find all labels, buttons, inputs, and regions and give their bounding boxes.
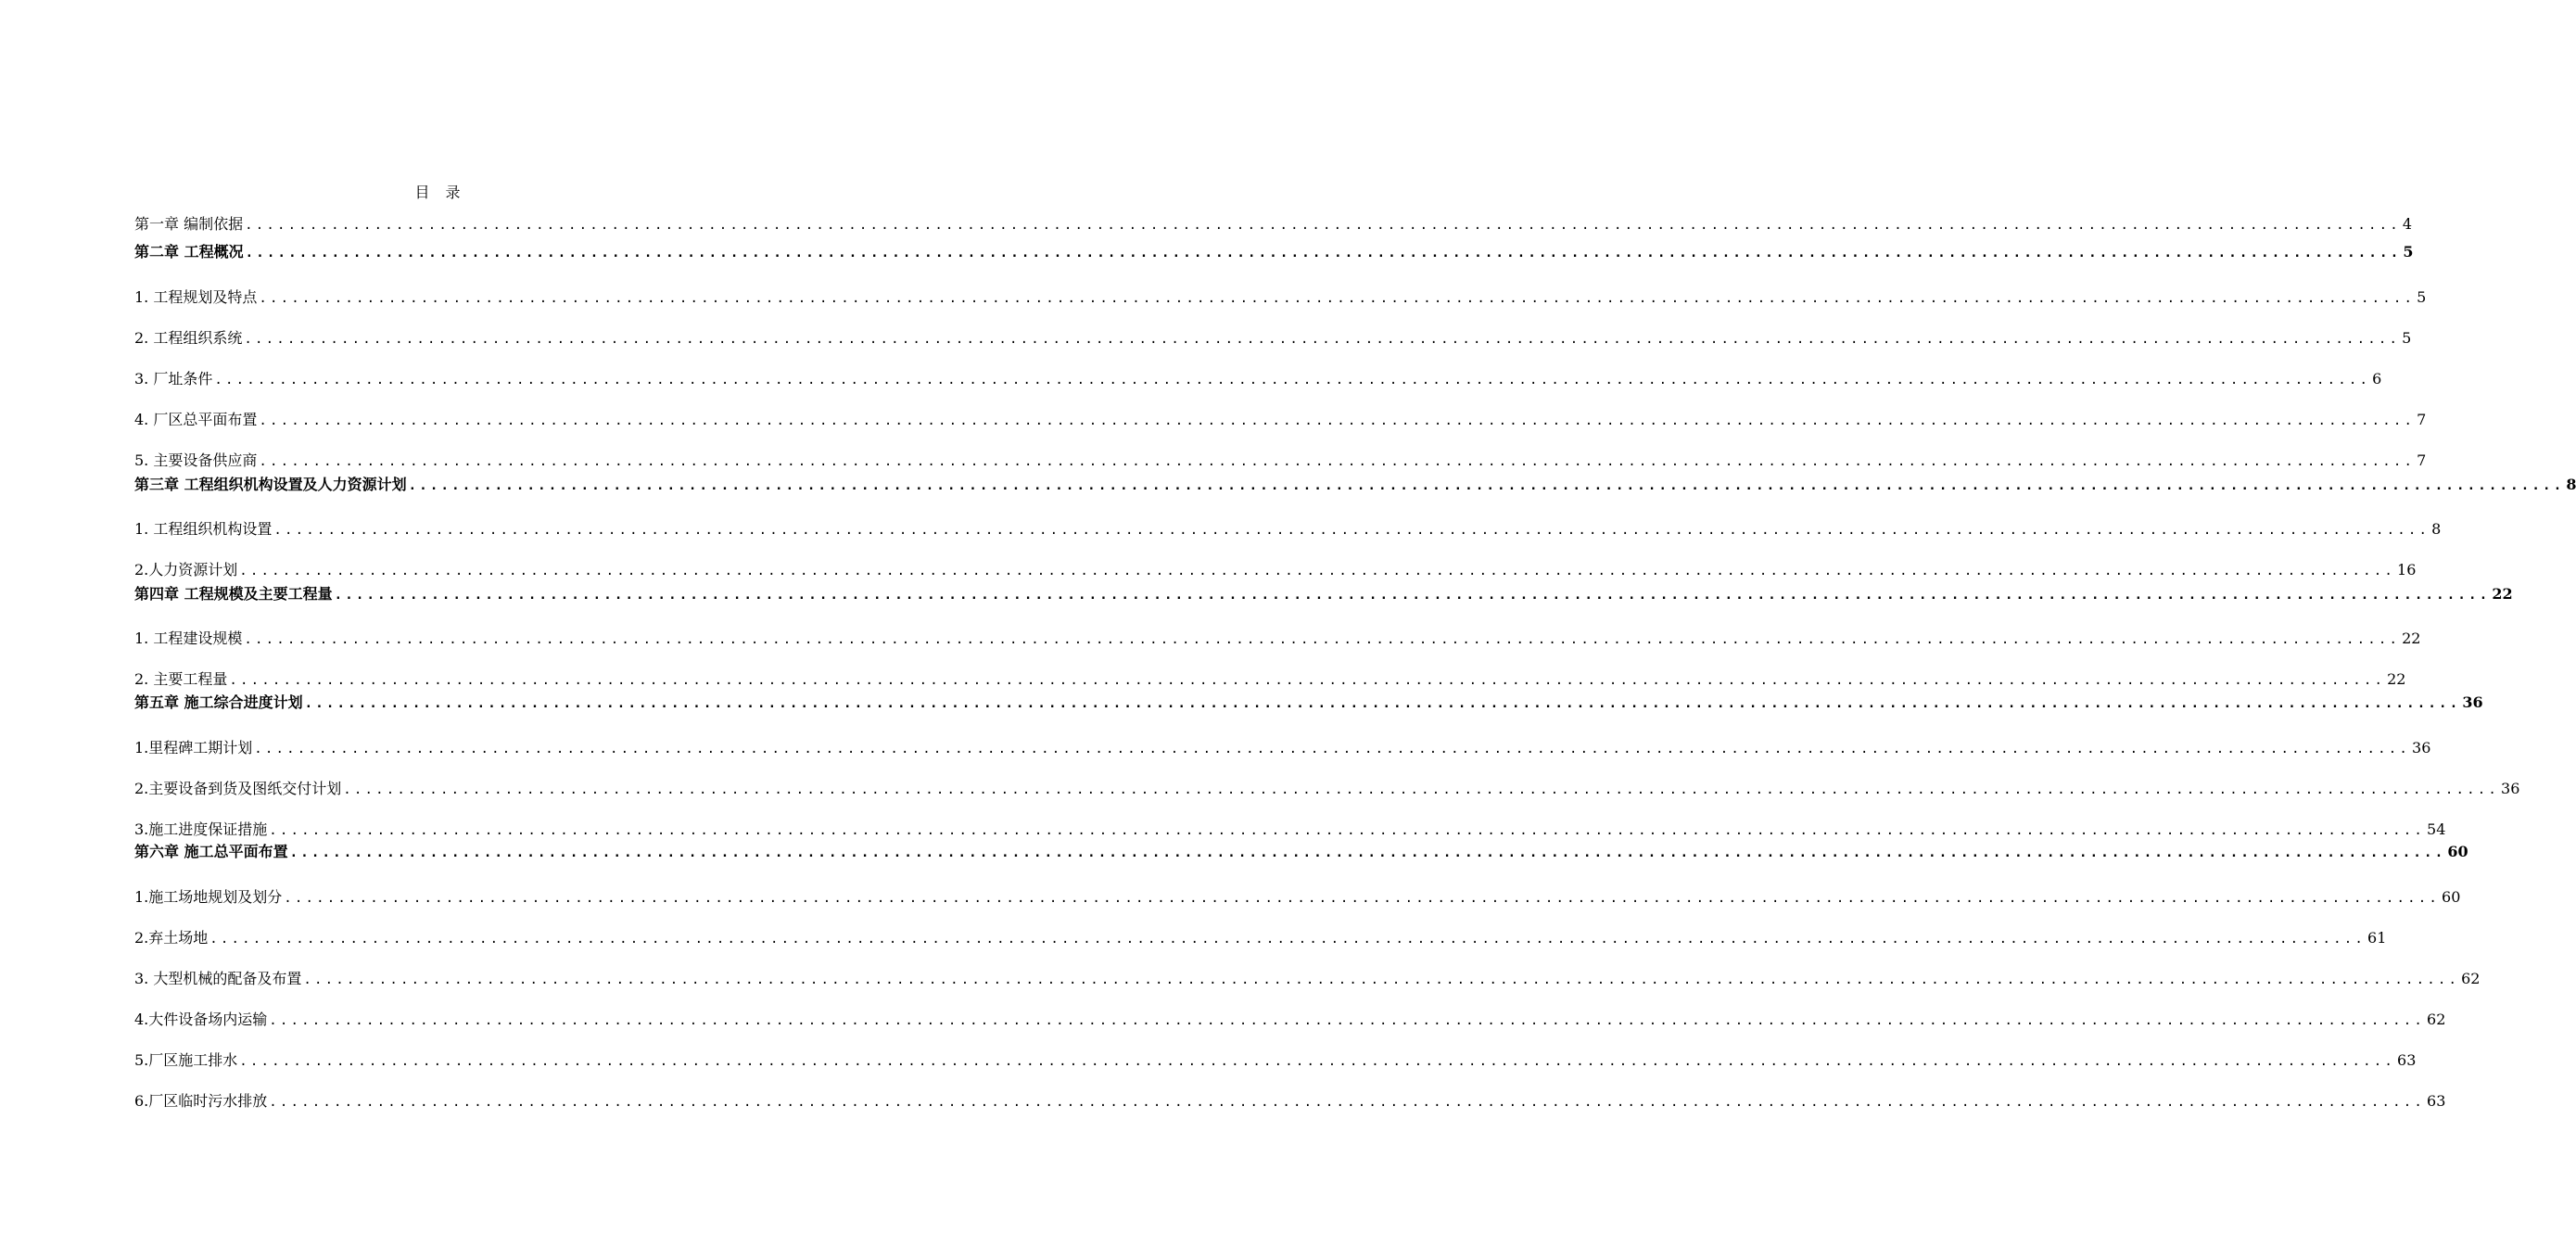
toc-dot-leader: ........................................................................................................................................................................................................ [269, 823, 2426, 838]
toc-dot-leader: ........................................................................................................................................................................................................ [229, 673, 2386, 688]
toc-dot-leader: ........................................................................................................................................................................................................ [259, 291, 2416, 306]
toc-entry-label: 1. 工程规划及特点 [134, 288, 258, 306]
toc-entry-page-number: 8 [2431, 520, 2442, 538]
toc-entry-page-number: 62 [2427, 1011, 2446, 1028]
toc-entry-page-number: 5 [2402, 329, 2412, 347]
toc-dot-leader: ........................................................................................................................................................................................................ [273, 523, 2430, 538]
toc-section-entry[interactable] [134, 779, 2520, 799]
toc-entry-label: 5.厂区施工排水 [134, 1051, 238, 1069]
toc-entry-label: 1.里程碑工期计划 [134, 739, 253, 756]
toc-section-entry[interactable] [134, 629, 2421, 649]
toc-section-entry[interactable] [134, 328, 2412, 349]
toc-dot-leader: ........................................................................................................................................................................................................ [408, 478, 2565, 493]
toc-entry-page-number: 36 [2501, 780, 2520, 797]
toc-entry-page-number: 4 [2402, 215, 2413, 233]
toc-entry-label: 3. 厂址条件 [134, 370, 213, 388]
toc-entry-label: 3. 大型机械的配备及布置 [134, 970, 302, 987]
toc-dot-leader: ........................................................................................................................................................................................................ [334, 588, 2491, 603]
toc-entry-label: 1.施工场地规划及划分 [134, 888, 283, 906]
toc-entry-page-number: 54 [2427, 820, 2446, 838]
toc-entry-label: 3.施工进度保证措施 [134, 820, 268, 838]
toc-title: 目 录 [414, 184, 466, 201]
toc-entry-page-number: 60 [2442, 888, 2461, 906]
toc-section-entry[interactable] [134, 669, 2406, 690]
toc-entry-page-number: 6 [2372, 370, 2382, 388]
toc-section-entry[interactable] [134, 287, 2427, 308]
toc-chapter-entry[interactable] [134, 242, 2414, 262]
toc-entry-label: 1. 工程建设规模 [134, 629, 243, 647]
toc-dot-leader: ........................................................................................................................................................................................................ [244, 632, 2401, 647]
toc-section-entry[interactable] [134, 887, 2461, 908]
toc-entry-page-number: 60 [2447, 843, 2468, 860]
toc-dot-leader: ........................................................................................................................................................................................................ [209, 932, 2367, 947]
toc-entry-label: 2. 主要工程量 [134, 670, 228, 688]
toc-section-entry[interactable] [134, 519, 2442, 540]
toc-chapter-entry[interactable] [134, 214, 2413, 235]
toc-section-entry[interactable] [134, 1010, 2446, 1030]
toc-dot-leader: ........................................................................................................................................................................................................ [239, 1054, 2396, 1069]
toc-dot-leader: ........................................................................................................................................................................................................ [244, 332, 2401, 347]
toc-dot-leader: ........................................................................................................................................................................................................ [269, 1095, 2426, 1110]
toc-entry-label: 第二章 工程概况 [134, 243, 244, 261]
toc-entry-page-number: 22 [2492, 585, 2513, 603]
toc-section-entry[interactable] [134, 369, 2382, 389]
toc-dot-leader: ........................................................................................................................................................................................................ [245, 246, 2402, 261]
toc-entry-page-number: 22 [2402, 629, 2421, 647]
toc-entry-label: 第六章 施工总平面布置 [134, 843, 288, 860]
toc-entry-label: 2. 工程组织系统 [134, 329, 243, 347]
toc-chapter-entry[interactable] [134, 475, 2576, 495]
toc-entry-label: 2.弃土场地 [134, 929, 209, 947]
toc-section-entry[interactable] [134, 1050, 2417, 1071]
toc-dot-leader: ........................................................................................................................................................................................................ [214, 373, 2371, 388]
toc-entry-page-number: 62 [2461, 970, 2481, 987]
toc-dot-leader: ........................................................................................................................................................................................................ [284, 891, 2441, 906]
toc-section-entry[interactable] [134, 820, 2446, 840]
toc-section-entry[interactable] [134, 560, 2417, 580]
toc-section-entry[interactable] [134, 1091, 2446, 1112]
toc-dot-leader: ........................................................................................................................................................................................................ [289, 846, 2446, 860]
toc-entry-label: 第三章 工程组织机构设置及人力资源计划 [134, 476, 407, 493]
toc-entry-label: 第一章 编制依据 [134, 215, 244, 233]
toc-entry-label: 5. 主要设备供应商 [134, 451, 258, 469]
toc-entry-page-number: 8 [2566, 476, 2576, 493]
toc-chapter-entry[interactable] [134, 693, 2483, 713]
toc-dot-leader: ........................................................................................................................................................................................................ [269, 1013, 2426, 1028]
toc-entry-page-number: 16 [2397, 561, 2417, 578]
toc-section-entry[interactable] [134, 928, 2387, 948]
toc-section-entry[interactable] [134, 410, 2427, 430]
toc-entry-page-number: 7 [2417, 411, 2427, 428]
toc-dot-leader: ........................................................................................................................................................................................................ [304, 696, 2461, 711]
toc-section-entry[interactable] [134, 451, 2427, 471]
toc-entry-page-number: 36 [2462, 693, 2483, 711]
toc-entry-page-number: 63 [2427, 1092, 2446, 1110]
toc-entry-page-number: 7 [2417, 451, 2427, 469]
toc-entry-label: 4. 厂区总平面布置 [134, 411, 258, 428]
toc-section-entry[interactable] [134, 969, 2481, 989]
toc-entry-page-number: 5 [2417, 288, 2427, 306]
toc-chapter-entry[interactable] [134, 584, 2513, 604]
toc-entry-page-number: 22 [2387, 670, 2406, 688]
toc-entry-page-number: 63 [2397, 1051, 2417, 1069]
toc-dot-leader: ........................................................................................................................................................................................................ [259, 454, 2416, 469]
toc-dot-leader: ........................................................................................................................................................................................................ [245, 218, 2401, 233]
toc-entry-label: 1. 工程组织机构设置 [134, 520, 273, 538]
toc-dot-leader: ........................................................................................................................................................................................................ [254, 742, 2411, 756]
toc-dot-leader: ........................................................................................................................................................................................................ [343, 782, 2500, 797]
toc-entry-label: 2.人力资源计划 [134, 561, 238, 578]
toc-dot-leader: ........................................................................................................................................................................................................ [259, 413, 2416, 428]
toc-entry-page-number: 5 [2403, 243, 2414, 261]
toc-section-entry[interactable] [134, 738, 2431, 758]
toc-dot-leader: ........................................................................................................................................................................................................ [303, 973, 2460, 987]
toc-dot-leader: ........................................................................................................................................................................................................ [239, 564, 2396, 578]
toc-entry-label: 6.厂区临时污水排放 [134, 1092, 268, 1110]
toc-chapter-entry[interactable] [134, 842, 2468, 862]
toc-entry-label: 第五章 施工综合进度计划 [134, 693, 303, 711]
toc-entry-label: 第四章 工程规模及主要工程量 [134, 585, 333, 603]
toc-entry-page-number: 61 [2367, 929, 2387, 947]
toc-entry-label: 4.大件设备场内运输 [134, 1011, 268, 1028]
toc-entry-label: 2.主要设备到货及图纸交付计划 [134, 780, 342, 797]
toc-entry-page-number: 36 [2412, 739, 2431, 756]
